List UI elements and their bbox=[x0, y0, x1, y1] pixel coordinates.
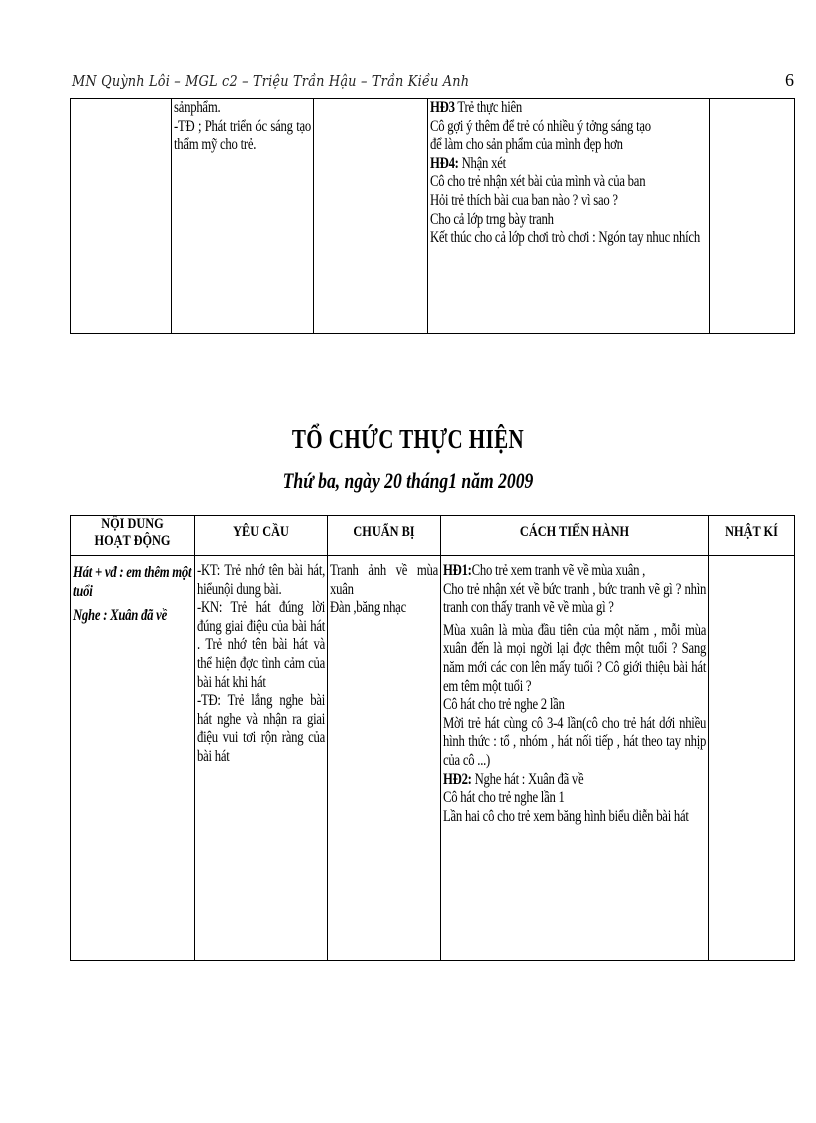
t1-col2-line: sảnphẩm. bbox=[174, 99, 221, 116]
t1-step: để làm cho sản phẩm của mình đẹp hơn bbox=[430, 136, 623, 154]
activity-table bbox=[70, 515, 795, 961]
section-date: Thứ ba, ngày 20 tháng1 năm 2009 bbox=[282, 468, 534, 493]
step-text: Cho trẻ xem tranh vẽ về mùa xuân , bbox=[471, 562, 646, 579]
cth-step: Cô hát cho trẻ nghe lần 1 bbox=[443, 789, 565, 807]
step-label: HĐ4: bbox=[430, 154, 459, 172]
header-chuanbi: CHUẨN BỊ bbox=[328, 516, 441, 556]
t1-step bbox=[430, 99, 707, 118]
t1-col2-line: -TĐ ; Phát triển óc sáng tạo thẩm mỹ cho trẻ. bbox=[174, 117, 312, 154]
t1-col4 bbox=[428, 99, 710, 334]
page-header bbox=[72, 70, 794, 99]
chuanbi-line: Đàn ,băng nhạc bbox=[330, 599, 406, 617]
t1-step: Hỏi trẻ thích bài cua ban nào ? vì sao ? bbox=[430, 191, 618, 209]
cell-noidung bbox=[71, 556, 195, 961]
step-label: HĐ3 bbox=[430, 99, 455, 116]
t1-step: Cho cả lớp trng bày tranh bbox=[430, 210, 554, 228]
cth-step bbox=[443, 562, 706, 581]
t1-col5 bbox=[710, 99, 795, 334]
cth-step: Lần hai cô cho trẻ xem băng hình biểu diễn bài hát bbox=[443, 807, 689, 825]
yeucau-line: -KN: Trẻ hát đúng lời đúng giai điệu của bài hát . Trẻ nhớ tên bài hát và thể hiện đợc tình cảm của bài hát khi hát bbox=[197, 599, 326, 691]
step-text: Nghe hát : Xuân đã về bbox=[471, 770, 584, 788]
chuanbi-line: Tranh ảnh về mùa xuân bbox=[330, 562, 439, 598]
cth-step: Cho trẻ nhận xét về bức tranh , bức tranh vẽ gì ? nhìn tranh con thấy tranh vẽ về mùa gì ? bbox=[443, 580, 707, 617]
header-cachtienhanh: CÁCH TIẾN HÀNH bbox=[441, 516, 709, 556]
step-label: HĐ2: bbox=[443, 770, 472, 788]
step-label: HĐ1: bbox=[443, 562, 472, 579]
t1-step: Cô cho trẻ nhận xét bài của mình và của ban bbox=[430, 173, 646, 191]
yeucau-line: -TĐ: Trẻ lắng nghe bài hát nghe và nhận ra giai điệu vui tơi rộn ràng của bài hát bbox=[197, 692, 326, 765]
t1-col2 bbox=[172, 99, 314, 334]
cth-step: Mời trẻ hát cùng cô 3-4 lần(cô cho trẻ hát dới nhiều hình thức : tổ , nhóm , hát nối tiếp , hát theo tay nhịp của cô ...) bbox=[443, 714, 707, 769]
t1-col3 bbox=[314, 99, 428, 334]
noidung-line: Hát + vđ : em thêm một tuổi bbox=[73, 564, 192, 600]
step-text: Trẻ thực hiên bbox=[454, 99, 523, 116]
cth-step: Cô hát cho trẻ nghe 2 lần bbox=[443, 696, 565, 714]
noidung-line: Nghe : Xuân đã về bbox=[73, 607, 167, 625]
t1-step: Cô gợi ý thêm để trẻ có nhiều ý tởng sáng tạo bbox=[430, 117, 651, 135]
cth-step bbox=[443, 771, 706, 790]
header-nhatki: NHẬT KÍ bbox=[709, 516, 795, 556]
yeucau-line: -KT: Trẻ nhớ tên bài hát, hiểunội dung bài. bbox=[197, 562, 326, 598]
page-number: 6 bbox=[785, 70, 794, 90]
t1-col1 bbox=[71, 99, 172, 334]
cell-cachtienhanh bbox=[441, 556, 709, 961]
t1-step: Kết thúc cho cả lớp chơi trò chơi : Ngón tay nhuc nhích bbox=[430, 229, 700, 247]
cell-yeucau bbox=[195, 556, 328, 961]
t1-step bbox=[430, 155, 707, 174]
section-title: TỔ CHỨC THỰC HIỆN bbox=[291, 424, 525, 454]
continuation-table bbox=[70, 98, 795, 334]
header-noidung: NỘI DUNG HOẠT ĐỘNG bbox=[71, 516, 195, 556]
cell-chuanbi bbox=[328, 556, 441, 961]
step-text: Nhận xét bbox=[458, 154, 506, 172]
cell-nhatki bbox=[709, 556, 795, 961]
cth-step: Mùa xuân là mùa đầu tiên của một năm , mỗi mùa xuân đến là mọi ngời lại đợc thêm một tuổi ? Sang năm mới các con lên mấy tuổi ? Cô giới thiệu bài hát em têm một tuổi ? bbox=[443, 621, 707, 695]
header-authors: MN Quỳnh Lôi – MGL c2 – Triệu Trần Hậu – Trần Kiều Anh bbox=[72, 72, 470, 90]
header-yeucau: YÊU CẦU bbox=[195, 516, 328, 556]
